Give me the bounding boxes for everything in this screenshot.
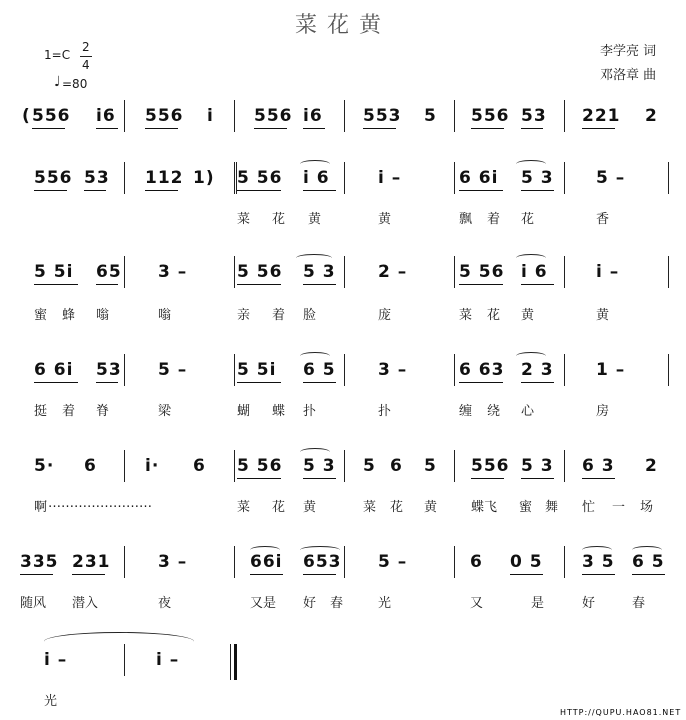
note-group: i· <box>145 456 160 476</box>
note-group: 5 3 <box>521 168 554 188</box>
lyric-text: 菜 <box>237 500 251 515</box>
beam-underline <box>582 478 615 479</box>
tempo-marking: =80 <box>62 77 88 91</box>
time-signature-bottom: 4 <box>82 58 90 72</box>
time-signature-top: 2 <box>82 40 90 54</box>
barline <box>234 546 235 578</box>
slur <box>582 546 612 554</box>
barline <box>454 162 455 194</box>
slur <box>300 352 330 360</box>
lyric-text: 潜入 <box>72 596 99 611</box>
lyric-text: 随风 <box>20 596 47 611</box>
beam-underline <box>34 284 78 285</box>
barline <box>564 256 565 288</box>
barline <box>234 450 235 482</box>
note-group: 53 <box>84 168 110 188</box>
barline <box>454 546 455 578</box>
barline <box>564 450 565 482</box>
lyric-text: 黄 <box>378 212 392 227</box>
time-signature-line <box>80 56 92 57</box>
lyric-text: 着 <box>487 212 501 227</box>
lyric-text: 花 <box>487 308 501 323</box>
note-group: i – <box>596 262 620 282</box>
lyric-text: 场 <box>640 500 654 515</box>
note-group: i6 <box>96 106 116 126</box>
beam-underline <box>459 190 503 191</box>
note-group: 5 <box>424 106 437 126</box>
note-group: 556 <box>32 106 71 126</box>
beam-underline <box>145 128 178 129</box>
lyric-text: 飘 <box>459 212 473 227</box>
beam-underline <box>510 574 543 575</box>
note-group: 6 63 <box>459 360 505 380</box>
note-group: 556 <box>471 456 510 476</box>
beam-underline <box>471 478 504 479</box>
beam-underline <box>237 478 281 479</box>
tie-slur <box>44 632 194 651</box>
beam-underline <box>96 128 118 129</box>
lyricist-credit: 李学亮 词 <box>600 44 657 59</box>
barline <box>344 450 345 482</box>
beam-underline <box>303 284 336 285</box>
note-group: i 6 <box>521 262 548 282</box>
barline <box>124 256 125 288</box>
lyric-text: 香 <box>596 212 610 227</box>
barline <box>344 546 345 578</box>
beam-underline <box>34 190 67 191</box>
lyric-text: 缠 <box>459 404 473 419</box>
barline <box>234 354 235 386</box>
beam-underline <box>363 128 396 129</box>
lyric-text: 黄 <box>303 500 317 515</box>
lyric-text: 菜 <box>363 500 377 515</box>
lyric-text: 扑 <box>378 404 392 419</box>
lyric-text: 花 <box>272 212 286 227</box>
slur <box>516 254 546 262</box>
lyric-text: 蜂 <box>62 308 76 323</box>
lyric-text: 脸 <box>303 308 317 323</box>
note-group: i 6 <box>303 168 330 188</box>
lyric-text: 好 <box>303 596 317 611</box>
beam-underline <box>237 382 281 383</box>
note-group: 335 <box>20 552 59 572</box>
note-group: 5 3 <box>521 456 554 476</box>
quarter-note-icon: ♩ <box>54 74 61 90</box>
barline <box>668 162 669 194</box>
beam-underline <box>72 574 105 575</box>
note-group: 6 6i <box>459 168 499 188</box>
barline <box>344 162 345 194</box>
note-group: 53 <box>521 106 547 126</box>
barline <box>124 100 125 132</box>
lyric-text: 挺 <box>34 404 48 419</box>
barline <box>124 450 125 482</box>
barline <box>344 256 345 288</box>
barline <box>454 256 455 288</box>
lyric-text: 蝶 <box>272 404 286 419</box>
final-barline-thick <box>234 644 237 680</box>
lyric-text: 庞 <box>378 308 392 323</box>
note-group: 5 <box>424 456 437 476</box>
lyric-text: …………………… <box>48 496 152 511</box>
lyric-text: 是 <box>531 596 545 611</box>
beam-underline <box>521 284 554 285</box>
lyric-text: 又 <box>470 596 484 611</box>
lyric-text: 花 <box>390 500 404 515</box>
section-barline <box>236 162 237 194</box>
lyric-text: 一 <box>612 500 626 515</box>
key-signature: 1=C <box>44 48 71 62</box>
barline <box>564 162 565 194</box>
note-group: 5 5i <box>237 360 277 380</box>
note-group: 6 6i <box>34 360 74 380</box>
lyric-text: 着 <box>272 308 286 323</box>
note-group: 3 – <box>378 360 408 380</box>
note-group: 653 <box>303 552 342 572</box>
slur <box>300 448 330 456</box>
note-group: 65 <box>96 262 122 282</box>
note-group: 53 <box>96 360 122 380</box>
beam-underline <box>96 284 118 285</box>
note-group: 5 56 <box>237 456 283 476</box>
note-group: 5· <box>34 456 55 476</box>
barline <box>124 546 125 578</box>
note-group: 6 5 <box>632 552 665 572</box>
beam-underline <box>303 190 336 191</box>
note-group: 5 – <box>596 168 626 188</box>
final-barline-thin <box>230 644 231 680</box>
barline <box>564 354 565 386</box>
note-group: 6 <box>193 456 206 476</box>
lyric-text: 黄 <box>596 308 610 323</box>
barline <box>234 162 235 194</box>
barline <box>124 354 125 386</box>
note-group: i6 <box>303 106 323 126</box>
beam-underline <box>34 382 78 383</box>
beam-underline <box>254 128 287 129</box>
lyric-text: 夜 <box>158 596 172 611</box>
beam-underline <box>303 382 336 383</box>
note-group: 6 3 <box>582 456 615 476</box>
lyric-text: 心 <box>521 404 535 419</box>
lyric-text: 黄 <box>424 500 438 515</box>
lyric-text: 黄 <box>521 308 535 323</box>
note-group: 1) <box>193 168 215 188</box>
beam-underline <box>96 382 118 383</box>
note-group: 6 <box>84 456 97 476</box>
slur <box>516 352 546 360</box>
slur <box>300 160 330 168</box>
beam-underline <box>303 128 325 129</box>
lyric-text: 忙 <box>582 500 596 515</box>
beam-underline <box>632 574 665 575</box>
note-group: 5 3 <box>303 456 336 476</box>
lyric-text: 亲 <box>237 308 251 323</box>
note-group: 231 <box>72 552 111 572</box>
beam-underline <box>145 190 178 191</box>
slur <box>300 546 340 554</box>
beam-underline <box>459 284 503 285</box>
beam-underline <box>521 128 543 129</box>
beam-underline <box>84 190 106 191</box>
note-group: 6 <box>390 456 403 476</box>
note-group: 66i <box>250 552 283 572</box>
barline <box>668 354 669 386</box>
lyric-text: 蝴 <box>237 404 251 419</box>
lyric-text: 菜 <box>237 212 251 227</box>
note-group: 556 <box>471 106 510 126</box>
note-group: 3 – <box>158 262 188 282</box>
beam-underline <box>250 574 283 575</box>
note-group: 5 56 <box>459 262 505 282</box>
note-group: 556 <box>34 168 73 188</box>
beam-underline <box>20 574 53 575</box>
note-group: 2 – <box>378 262 408 282</box>
lyric-text: 脊 <box>96 404 110 419</box>
note-group: 3 5 <box>582 552 615 572</box>
beam-underline <box>521 382 554 383</box>
note-group: ( <box>22 106 31 126</box>
note-group: 5 <box>363 456 376 476</box>
barline <box>564 100 565 132</box>
beam-underline <box>237 190 281 191</box>
beam-underline <box>303 574 336 575</box>
lyric-text: 好 <box>582 596 596 611</box>
beam-underline <box>582 574 615 575</box>
barline <box>234 256 235 288</box>
lyric-text: 春 <box>330 596 344 611</box>
beam-underline <box>303 478 336 479</box>
barline <box>454 100 455 132</box>
note-group: 6 5 <box>303 360 336 380</box>
beam-underline <box>32 128 65 129</box>
note-group: 5 5i <box>34 262 74 282</box>
lyric-text: 扑 <box>303 404 317 419</box>
lyric-text: 蜜 <box>34 308 48 323</box>
lyric-text: 房 <box>596 404 610 419</box>
note-group: 556 <box>254 106 293 126</box>
note-group: 3 – <box>158 552 188 572</box>
beam-underline <box>521 478 554 479</box>
note-group: i – <box>378 168 402 188</box>
barline <box>234 100 235 132</box>
lyric-text: 菜 <box>459 308 473 323</box>
slur <box>632 546 662 554</box>
beam-underline <box>459 382 503 383</box>
note-group: 1 – <box>596 360 626 380</box>
lyric-text: 光 <box>378 596 392 611</box>
note-group: 5 56 <box>237 262 283 282</box>
barline <box>344 100 345 132</box>
note-group: i – <box>156 650 180 670</box>
note-group: i – <box>44 650 68 670</box>
lyric-text: 春 <box>632 596 646 611</box>
note-group: 2 3 <box>521 360 554 380</box>
barline <box>564 546 565 578</box>
beam-underline <box>237 284 281 285</box>
note-group: 5 – <box>378 552 408 572</box>
note-group: 5 56 <box>237 168 283 188</box>
watermark: HTTP://QUPU.HAO81.NET <box>560 708 682 717</box>
lyric-text: 舞 <box>545 500 559 515</box>
barline <box>454 450 455 482</box>
lyric-text: 嗡 <box>158 308 172 323</box>
note-group: 553 <box>363 106 402 126</box>
barline <box>668 256 669 288</box>
note-group: 0 5 <box>510 552 543 572</box>
barline <box>344 354 345 386</box>
lyric-text: 啊 <box>34 500 48 515</box>
slur <box>250 546 280 554</box>
lyric-text: 绕 <box>487 404 501 419</box>
barline <box>124 162 125 194</box>
lyric-text: 又是 <box>250 596 277 611</box>
barline <box>454 354 455 386</box>
note-group: 2 <box>645 456 658 476</box>
lyric-text: 黄 <box>308 212 322 227</box>
note-group: 556 <box>145 106 184 126</box>
beam-underline <box>582 128 615 129</box>
beam-underline <box>521 190 554 191</box>
note-group: 2 <box>645 106 658 126</box>
beam-underline <box>471 128 504 129</box>
slur <box>516 160 546 168</box>
lyric-text: 蜜 <box>519 500 533 515</box>
lyric-text: 蝶飞 <box>471 500 498 515</box>
note-group: i <box>207 106 214 126</box>
note-group: 221 <box>582 106 621 126</box>
slur <box>296 254 332 262</box>
note-group: 5 – <box>158 360 188 380</box>
lyric-text: 嗡 <box>96 308 110 323</box>
song-title: 菜花黄 <box>294 13 391 38</box>
lyric-text: 着 <box>62 404 76 419</box>
composer-credit: 邓洛章 曲 <box>600 68 657 83</box>
lyric-text: 光 <box>44 694 58 709</box>
note-group: 6 <box>470 552 483 572</box>
lyric-text: 花 <box>521 212 535 227</box>
note-group: 5 3 <box>303 262 336 282</box>
lyric-text: 梁 <box>158 404 172 419</box>
note-group: 112 <box>145 168 184 188</box>
lyric-text: 花 <box>272 500 286 515</box>
